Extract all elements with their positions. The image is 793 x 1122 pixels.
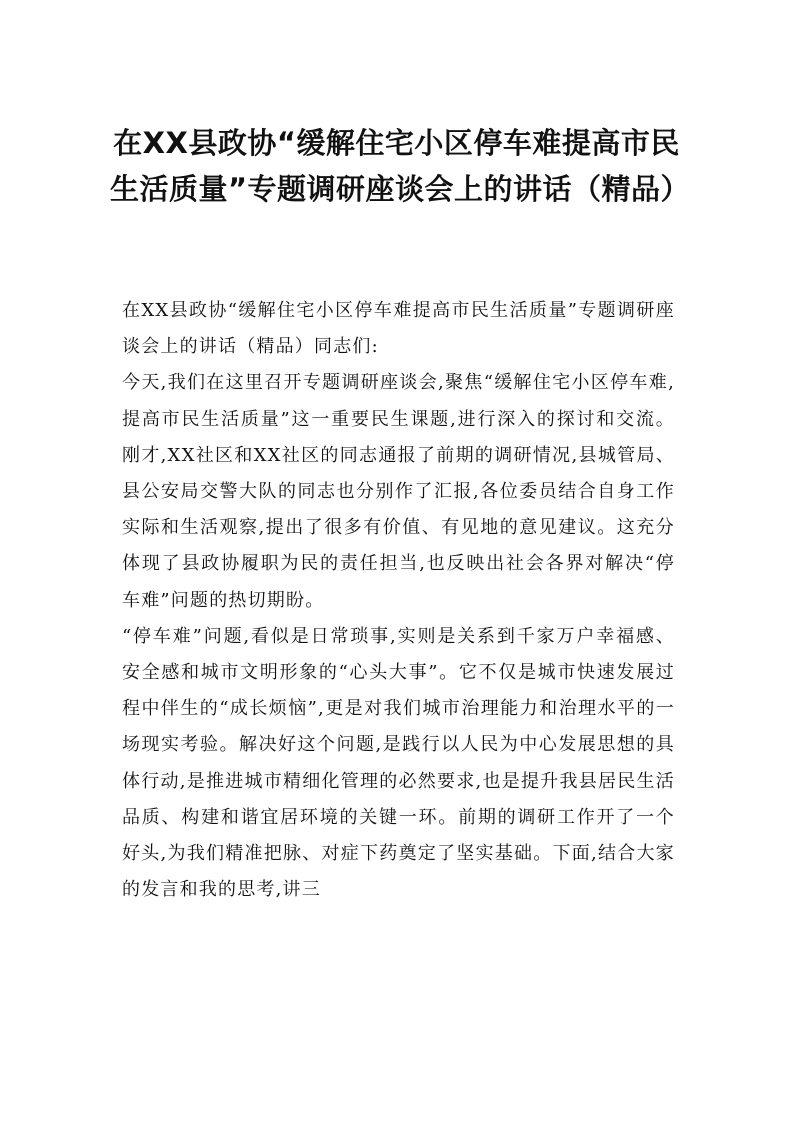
document-title: 在XX县政协“缓解住宅小区停车难提高市民生活质量”专题调研座谈会上的讲话（精品）	[110, 126, 691, 206]
paragraph-opening: 今天,我们在这里召开专题调研座谈会,聚焦“缓解住宅小区停车难,提高市民生活质量”这一重要民生课题,进行深入的探讨和交流。刚才,XX社区和XX社区的同志通报了前期的调研情况,县城管局、县公安局交警大队的同志也分别作了汇报,各位委员结合自身工作实际和生活观察,提出了很多有价值、有见地的意见建议。这充分体现了县政协履职为民的责任担当,也反映出社会各界对解决“停车难”问题的热切期盼。	[122, 372, 675, 611]
paragraph-salutation: 在XX县政协“缓解住宅小区停车难提高市民生活质量”专题调研座谈会上的讲话（精品）同志们:	[122, 300, 675, 358]
document-body	[122, 293, 675, 908]
paragraph-significance: “停车难”问题,看似是日常琐事,实则是关系到千家万户幸福感、安全感和城市文明形象的“心头大事”。它不仅是城市快速发展过程中伴生的“成长烦恼”,更是对我们城市治理能力和治理水平的一场现实考验。解决好这个问题,是践行以人民为中心发展思想的具体行动,是推进城市精细化管理的必然要求,也是提升我县居民生活品质、构建和谐宜居环境的关键一环。前期的调研工作开了一个好头,为我们精准把脉、对症下药奠定了坚实基础。下面,结合大家的发言和我的思考,讲三	[122, 625, 675, 901]
